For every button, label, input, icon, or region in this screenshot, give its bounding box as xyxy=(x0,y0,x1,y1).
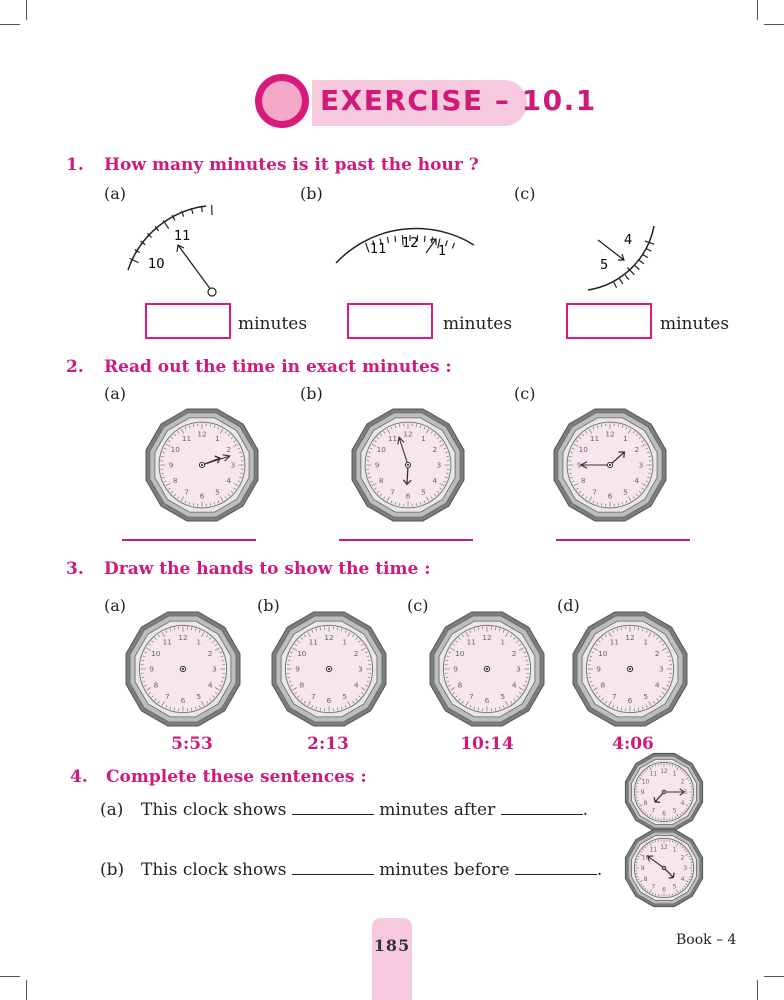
clock-numeral: 7 xyxy=(310,691,316,701)
q3b-time: 2:13 xyxy=(307,734,349,754)
page-number: 185 xyxy=(373,936,411,955)
clock-numeral: 2 xyxy=(432,445,438,455)
clock-numeral: 12 xyxy=(197,429,207,439)
clock-numeral: 1 xyxy=(342,637,348,647)
q1c-unit: minutes xyxy=(660,314,730,334)
clock-numeral: 4 xyxy=(654,680,660,690)
page-title: EXERCISE – 10.1 xyxy=(320,84,597,117)
book-label: Book – 4 xyxy=(676,932,737,948)
clock-numeral: 4 xyxy=(680,875,685,883)
q2a-label: (a) xyxy=(104,384,127,403)
q1a-answer-box[interactable] xyxy=(145,303,231,339)
page-tab xyxy=(372,918,412,1000)
q2b-clock xyxy=(348,405,468,529)
crop-mark xyxy=(0,24,20,25)
q1b-answer-box[interactable] xyxy=(347,303,433,339)
crop-mark xyxy=(757,0,758,20)
clock-numeral: 12 xyxy=(482,633,492,643)
crop-mark xyxy=(26,0,27,20)
clock-numeral: 2 xyxy=(634,445,640,455)
q4b-sentence xyxy=(141,860,602,880)
clock-numeral: 3 xyxy=(436,460,442,470)
clock-numeral: 6 xyxy=(180,696,186,705)
q4b-clock xyxy=(622,826,706,914)
clock-numeral: 2 xyxy=(654,648,660,658)
q4a-suffix: . xyxy=(582,800,589,820)
clock-numeral: 1 xyxy=(672,770,677,778)
clock-numeral: 3 xyxy=(683,789,688,797)
q1c-dial xyxy=(584,222,664,294)
clock-numeral: 1 xyxy=(623,433,628,443)
clock-numeral: 10 xyxy=(151,648,161,658)
clock-numeral: 2 xyxy=(353,648,359,658)
clock-numeral: 12 xyxy=(625,633,635,643)
q1a-unit: minutes xyxy=(238,314,308,334)
clock-numeral: 9 xyxy=(640,865,645,873)
clock-numeral: 5 xyxy=(500,691,506,701)
clock-numeral: 6 xyxy=(662,810,666,818)
clock-numeral: 1 xyxy=(421,433,426,443)
clock-numeral: 8 xyxy=(643,875,648,883)
clock-numeral: 7 xyxy=(390,487,395,497)
clock-numeral: 11 xyxy=(649,770,658,778)
q2a-answer-line[interactable] xyxy=(122,539,256,541)
clock-numeral: 10 xyxy=(455,648,465,658)
q4a-blank-hour[interactable] xyxy=(501,800,583,815)
q2c-label: (c) xyxy=(514,384,536,403)
clock-numeral: 6 xyxy=(607,491,613,501)
crop-mark xyxy=(26,980,27,1000)
clock-numeral: 7 xyxy=(651,883,656,891)
q3a-label: (a) xyxy=(104,596,127,615)
clock-numeral: 10 xyxy=(297,648,307,658)
clock-numeral: 1 xyxy=(215,433,220,443)
clock-numeral: 5 xyxy=(196,691,202,701)
clock-numeral: 9 xyxy=(374,460,380,470)
q4a-clock xyxy=(622,750,706,838)
clock-numeral: 9 xyxy=(640,789,645,797)
q2b-answer-line[interactable] xyxy=(339,539,473,541)
q2-number: 2. xyxy=(66,357,84,377)
q3a-clock[interactable] xyxy=(122,608,244,734)
clock-numeral: 3 xyxy=(683,865,688,873)
clock-numeral: 3 xyxy=(358,664,363,674)
clock-numeral: 8 xyxy=(172,476,178,485)
q3c-label: (c) xyxy=(407,596,429,615)
clock-numeral: 4 xyxy=(680,799,685,807)
clock-numeral: 10 xyxy=(170,445,180,455)
q1a-label: (a) xyxy=(104,184,127,203)
clock-numeral: 11 xyxy=(308,637,319,647)
clock-numeral: 8 xyxy=(378,476,384,485)
clock-numeral: 5 xyxy=(672,883,677,891)
q3-number: 3. xyxy=(66,559,84,579)
clock-numeral: 11 xyxy=(466,637,477,647)
clock-numeral: 6 xyxy=(484,696,490,705)
q2a-clock xyxy=(142,405,262,529)
clock-numeral: 7 xyxy=(184,487,189,497)
q1c-num-5: 5 xyxy=(600,258,609,273)
clock-numeral: 5 xyxy=(643,691,649,701)
clock-numeral: 11 xyxy=(387,433,398,443)
q1b-dial xyxy=(330,205,480,265)
clock-numeral: 12 xyxy=(403,429,413,439)
q1-number: 1. xyxy=(66,155,84,175)
q1b-num-12: 12 xyxy=(402,236,419,251)
clock-numeral: 12 xyxy=(660,767,668,775)
q3d-clock[interactable] xyxy=(569,608,691,734)
q2c-answer-line[interactable] xyxy=(556,539,690,541)
clock-numeral: 12 xyxy=(324,633,334,643)
q1a-num-10: 10 xyxy=(148,257,165,272)
clock-numeral: 10 xyxy=(376,445,386,455)
q3d-time: 4:06 xyxy=(612,734,654,754)
clock-numeral: 5 xyxy=(215,487,220,497)
clock-numeral: 2 xyxy=(226,445,232,455)
clock-numeral: 8 xyxy=(580,476,586,485)
clock-numeral: 8 xyxy=(153,680,159,690)
q3d-label: (d) xyxy=(557,596,580,615)
clock-numeral: 6 xyxy=(326,696,332,705)
clock-numeral: 12 xyxy=(660,843,668,851)
q3b-clock[interactable] xyxy=(268,608,390,734)
q1b-num-11: 11 xyxy=(370,242,387,257)
q4-number: 4. xyxy=(70,767,88,787)
crop-mark xyxy=(0,976,20,977)
q3b-label: (b) xyxy=(257,596,280,615)
clock-numeral: 3 xyxy=(230,460,236,470)
clock-numeral: 11 xyxy=(589,433,600,443)
q1c-num-4: 4 xyxy=(624,233,633,248)
clock-numeral: 6 xyxy=(627,696,633,705)
clock-numeral: 5 xyxy=(672,807,677,815)
q4b-suffix: . xyxy=(596,860,603,880)
clock-numeral: 1 xyxy=(643,637,649,647)
clock-numeral: 1 xyxy=(500,637,506,647)
q2c-clock xyxy=(550,405,670,529)
clock-numeral: 3 xyxy=(659,664,664,674)
clock-numeral: 9 xyxy=(576,460,582,470)
crop-mark xyxy=(764,24,784,25)
clock-numeral: 12 xyxy=(605,429,615,439)
clock-numeral: 4 xyxy=(634,476,640,485)
q1-text: How many minutes is it past the hour ? xyxy=(104,155,479,175)
clock-numeral: 11 xyxy=(162,637,173,647)
clock-numeral: 12 xyxy=(178,633,188,643)
clock-numeral: 4 xyxy=(207,680,213,690)
q4b-label: (b) xyxy=(100,860,125,880)
clock-numeral: 7 xyxy=(611,691,617,701)
clock-numeral: 7 xyxy=(651,807,656,815)
clock-numeral: 11 xyxy=(181,433,192,443)
clock-numeral: 5 xyxy=(421,487,426,497)
q1c-label: (c) xyxy=(514,184,536,203)
clock-numeral: 2 xyxy=(511,648,517,658)
clock-numeral: 4 xyxy=(226,476,232,485)
bee-icon xyxy=(262,81,302,121)
clock-numeral: 9 xyxy=(453,664,458,674)
clock-numeral: 9 xyxy=(295,664,300,674)
clock-numeral: 10 xyxy=(641,778,650,786)
crop-mark xyxy=(757,980,758,1000)
clock-numeral: 2 xyxy=(680,778,685,786)
clock-numeral: 4 xyxy=(353,680,359,690)
clock-numeral: 5 xyxy=(623,487,628,497)
clock-numeral: 3 xyxy=(212,664,217,674)
q1c-answer-box[interactable] xyxy=(566,303,652,339)
clock-numeral: 2 xyxy=(207,648,213,658)
clock-numeral: 10 xyxy=(598,648,608,658)
clock-numeral: 10 xyxy=(578,445,588,455)
q3c-time: 10:14 xyxy=(460,734,514,754)
clock-numeral: 5 xyxy=(342,691,348,701)
clock-numeral: 6 xyxy=(405,491,411,501)
q4b-blank-hour[interactable] xyxy=(515,860,597,875)
q2b-label: (b) xyxy=(300,384,323,403)
clock-numeral: 8 xyxy=(299,680,305,690)
q4a-sentence xyxy=(141,800,588,820)
q3a-time: 5:53 xyxy=(171,734,213,754)
clock-numeral: 3 xyxy=(638,460,644,470)
clock-numeral: 2 xyxy=(680,854,685,862)
q4a-label: (a) xyxy=(100,800,124,820)
q3-text: Draw the hands to show the time : xyxy=(104,559,431,579)
q4b-middle: minutes before xyxy=(379,860,510,880)
clock-numeral: 11 xyxy=(649,846,658,854)
clock-numeral: 10 xyxy=(641,854,650,862)
clock-numeral: 4 xyxy=(511,680,517,690)
clock-numeral: 6 xyxy=(662,886,666,894)
crop-mark xyxy=(764,976,784,977)
q4-text: Complete these sentences : xyxy=(106,767,367,787)
q3c-clock[interactable] xyxy=(426,608,548,734)
clock-numeral: 8 xyxy=(643,799,648,807)
clock-numeral: 8 xyxy=(457,680,463,690)
q1b-num-1: 1 xyxy=(438,244,447,259)
clock-numeral: 6 xyxy=(199,491,205,501)
clock-numeral: 8 xyxy=(600,680,606,690)
clock-numeral: 7 xyxy=(164,691,170,701)
clock-numeral: 9 xyxy=(596,664,601,674)
clock-numeral: 1 xyxy=(196,637,202,647)
clock-numeral: 9 xyxy=(168,460,174,470)
clock-numeral: 7 xyxy=(468,691,474,701)
clock-numeral: 3 xyxy=(516,664,521,674)
q1b-label: (b) xyxy=(300,184,323,203)
q4a-prefix: This clock shows xyxy=(141,800,287,820)
q1a-num-11: 11 xyxy=(174,229,191,244)
q4a-middle: minutes after xyxy=(379,800,496,820)
clock-numeral: 7 xyxy=(592,487,597,497)
clock-numeral: 11 xyxy=(609,637,620,647)
q2-text: Read out the time in exact minutes : xyxy=(104,357,452,377)
q1a-dial xyxy=(120,200,230,300)
q4b-blank-minutes[interactable] xyxy=(292,860,374,875)
q4a-blank-minutes[interactable] xyxy=(292,800,374,815)
clock-numeral: 4 xyxy=(432,476,438,485)
clock-numeral: 9 xyxy=(149,664,154,674)
q1b-unit: minutes xyxy=(443,314,513,334)
q4b-prefix: This clock shows xyxy=(141,860,287,880)
clock-numeral: 1 xyxy=(672,846,677,854)
